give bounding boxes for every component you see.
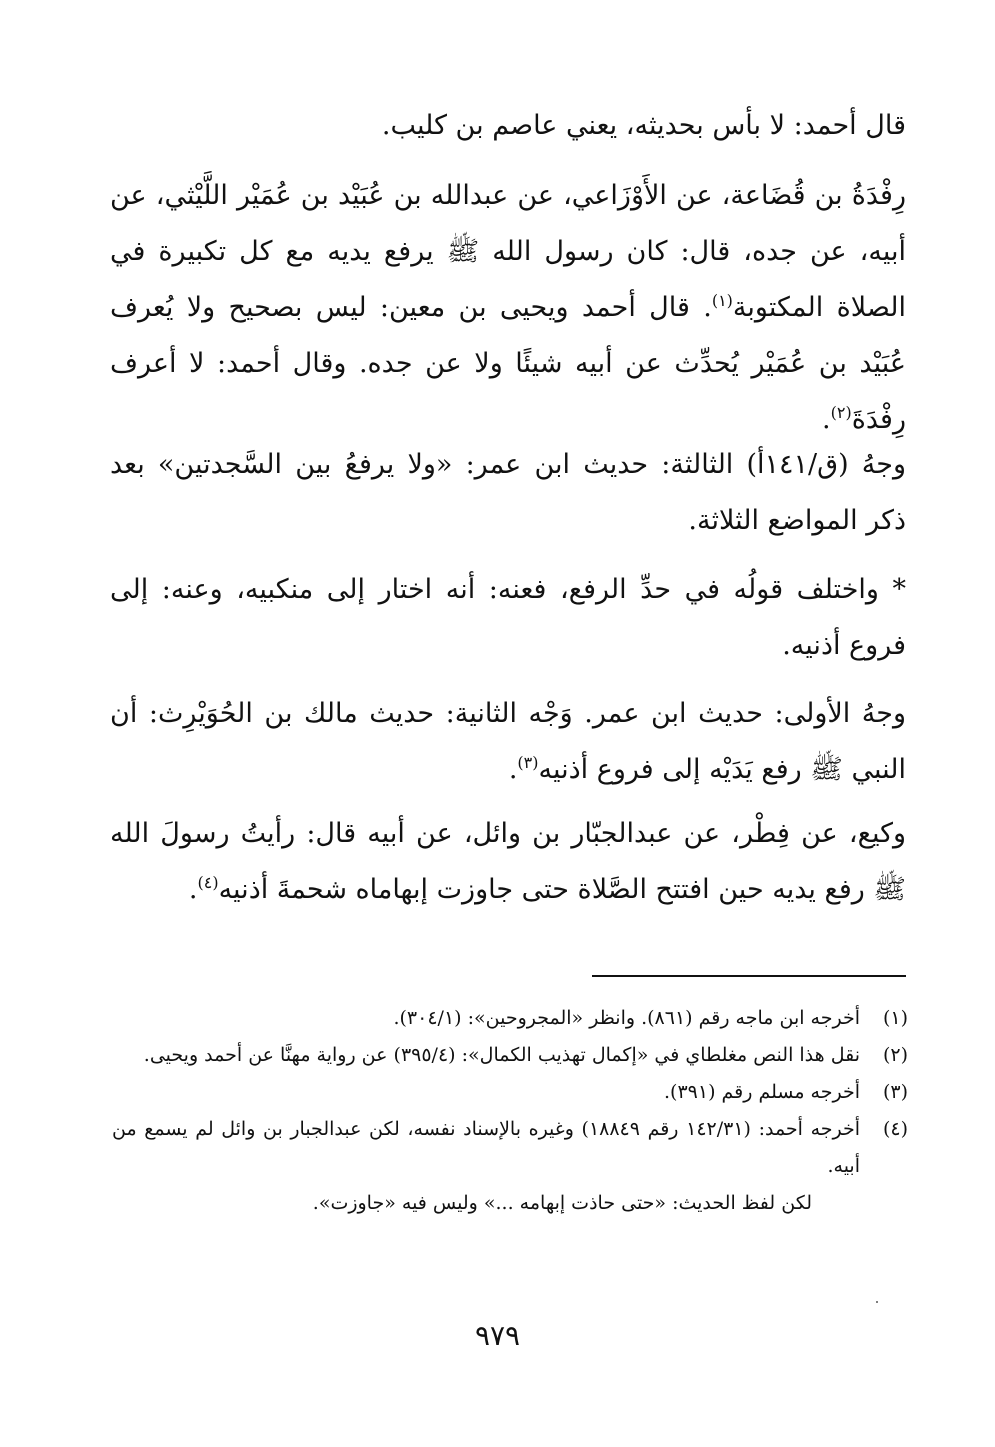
footnote-4 bbox=[112, 1111, 908, 1185]
paragraph-ahmad-quote bbox=[110, 98, 906, 154]
footnote-ref-1: (١) bbox=[711, 291, 733, 310]
footnote-ref-3: (٣) bbox=[517, 753, 539, 772]
footnote-2 bbox=[112, 1037, 908, 1074]
footnote-2-number: (٢) bbox=[882, 1044, 908, 1066]
paragraph-2-end: . bbox=[822, 404, 831, 435]
footnote-3-text: أخرجه مسلم رقم (٣٩١). bbox=[663, 1081, 860, 1103]
footnote-4-text: أخرجه أحمد: (١٤٢/٣١ رقم ١٨٨٤٩) وغيره بالإسناد نفسه، لكن عبدالجبار بن وائل لم يسمع من أبيه. bbox=[112, 1118, 861, 1177]
footnote-3-number: (٣) bbox=[882, 1081, 908, 1103]
paragraph-3-text: وجهُ (ق/١٤١أ) الثالثة: حديث ابن عمر: «ولا يرفعُ بين السَّجدتين» بعد ذكر المواضع الثلاثة. bbox=[110, 449, 906, 536]
paragraph-rifdah bbox=[110, 168, 906, 448]
paragraph-5-text: وجهُ الأولى: حديث ابن عمر. وَجْه الثانية: حديث مالك بن الحُوَيْرِث: أن النبي ﷺ رفع يَدَيْه إلى فروع أذنيه bbox=[110, 698, 906, 785]
footnote-4-addition: لكن لفظ الحديث: «حتى حاذت إبهامه ...» وليس فيه «جاوزت». bbox=[312, 1192, 812, 1214]
footnote-4-number: (٤) bbox=[882, 1118, 908, 1140]
footnotes-section bbox=[112, 1000, 908, 1222]
footnote-separator bbox=[592, 975, 906, 977]
footnote-1-number: (١) bbox=[882, 1007, 908, 1029]
paragraph-raising-limit bbox=[110, 562, 906, 674]
paragraph-third-view bbox=[110, 437, 906, 549]
scan-speck bbox=[876, 1301, 878, 1303]
paragraph-2-text-cont: . قال أحمد ويحيى بن معين: ليس بصحيح ولا يُعرف عُبَيْد بن عُمَيْر يُحدِّث عن أبيه شيئًا ولا عن جده. وقال أحمد: لا أعرف رِفْدَةَ bbox=[110, 292, 906, 435]
paragraph-5-end: . bbox=[508, 754, 518, 785]
footnote-ref-2: (٢) bbox=[830, 403, 852, 422]
paragraph-first-view bbox=[110, 686, 906, 798]
paragraph-6-end: . bbox=[188, 874, 198, 905]
footnote-2-text: نقل هذا النص مغلطاي في «إكمال تهذيب الكمال»: (٣٩٥/٤) عن رواية مهنَّا عن أحمد ويحيى. bbox=[143, 1044, 860, 1066]
paragraph-6-text: وكيع، عن فِطْر، عن عبدالجبّار بن وائل، عن أبيه قال: رأيتُ رسولَ الله ﷺ رفع يديه حين افتتح الصَّلاة حتى جاوزت إبهاماه شحمةَ أذنيه bbox=[110, 818, 906, 905]
footnote-3 bbox=[112, 1074, 908, 1111]
paragraph-waki bbox=[110, 806, 906, 918]
paragraph-1-text: قال أحمد: لا بأس بحديثه، يعني عاصم بن كليب. bbox=[381, 110, 906, 141]
paragraph-4-text: * واختلف قولُه في حدِّ الرفع، فعنه: أنه اختار إلى منكبيه، وعنه: إلى فروع أذنيه. bbox=[110, 574, 906, 661]
footnote-1 bbox=[112, 1000, 908, 1037]
paragraph-2-text: رِفْدَةُ بن قُضَاعة، عن الأَوْزَاعي، عن عبدالله بن عُبَيْد بن عُمَيْر اللَّيْثي، عن أبيه، عن جده، قال: كان رسول الله ﷺ يرفع يديه مع كل تكبيرة في الصلاة المكتوبة bbox=[110, 180, 906, 323]
page-number: ٩٧٩ bbox=[474, 1319, 521, 1352]
footnote-1-text: أخرجه ابن ماجه رقم (٨٦١). وانظر «المجروحين»: (٣٠٤/١). bbox=[393, 1007, 860, 1029]
footnote-ref-4: (٤) bbox=[197, 873, 219, 892]
